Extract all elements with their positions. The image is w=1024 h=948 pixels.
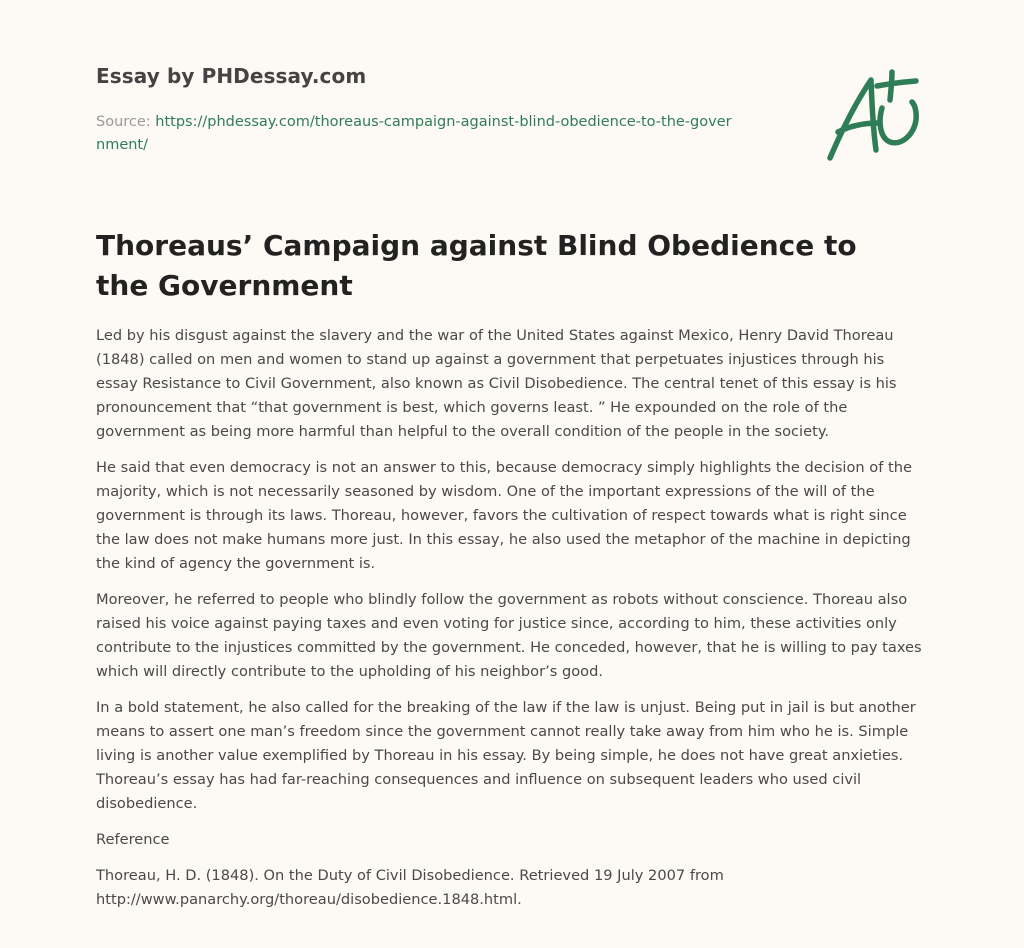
paragraph-3: Moreover, he referred to people who blindly follow the government as robots without conscience. Thoreau also raised his voice against paying taxes and even voting for justice since, according to him, these activities only contribute to the injustices committed by the government. He conceded, however, that he is willing to pay taxes which will directly contribute to the upholding of his neighbor’s good.	[96, 591, 922, 680]
source-line	[96, 111, 736, 157]
paragraph-4: In a bold statement, he also called for the breaking of the law if the law is unjust. Being put in jail is but another means to assert one man’s freedom since the government cannot really take away from him who he is. Simple living is another value exemplified by Thoreau in his essay. By being simple, he does not have great anxieties. Thoreau’s essay has had far-reaching consequences and influence on subsequent leaders who used civil disobedience.	[96, 699, 916, 812]
a-plus-logo-icon	[824, 68, 928, 164]
reference-heading: Reference	[96, 831, 170, 848]
site-title: Essay by PHDessay.com	[96, 64, 367, 88]
essay-title: Thoreaus’ Campaign against Blind Obedience to the Government	[96, 229, 857, 302]
essay-body	[96, 324, 928, 924]
reference-citation: Thoreau, H. D. (1848). On the Duty of Civil Disobedience. Retrieved 19 July 2007 from http://www.panarchy.org/thoreau/disobedience.1848.html.	[96, 867, 724, 908]
source-label: Source:	[96, 114, 156, 130]
source-link[interactable]: https://phdessay.com/thoreaus-campaign-against-blind-obedience-to-the-government/	[96, 114, 732, 153]
paragraph-2: He said that even democracy is not an answer to this, because democracy simply highlights the decision of the majority, which is not necessarily seasoned by wisdom. One of the important expressions of the will of the government is through its laws. Thoreau, however, favors the cultivation of respect towards what is right since the law does not make humans more just. In this essay, he also used the metaphor of the machine in depicting the kind of agency the government is.	[96, 459, 912, 572]
paragraph-1: Led by his disgust against the slavery and the war of the United States against Mexico, Henry David Thoreau (1848) called on men and women to stand up against a government that perpetuates injustices through his essay Resistance to Civil Government, also known as Civil Disobedience. The central tenet of this essay is his pronouncement that “that government is best, which governs least. ” He expounded on the role of the government as being more harmful than helpful to the overall condition of the people in the society.	[96, 327, 897, 440]
